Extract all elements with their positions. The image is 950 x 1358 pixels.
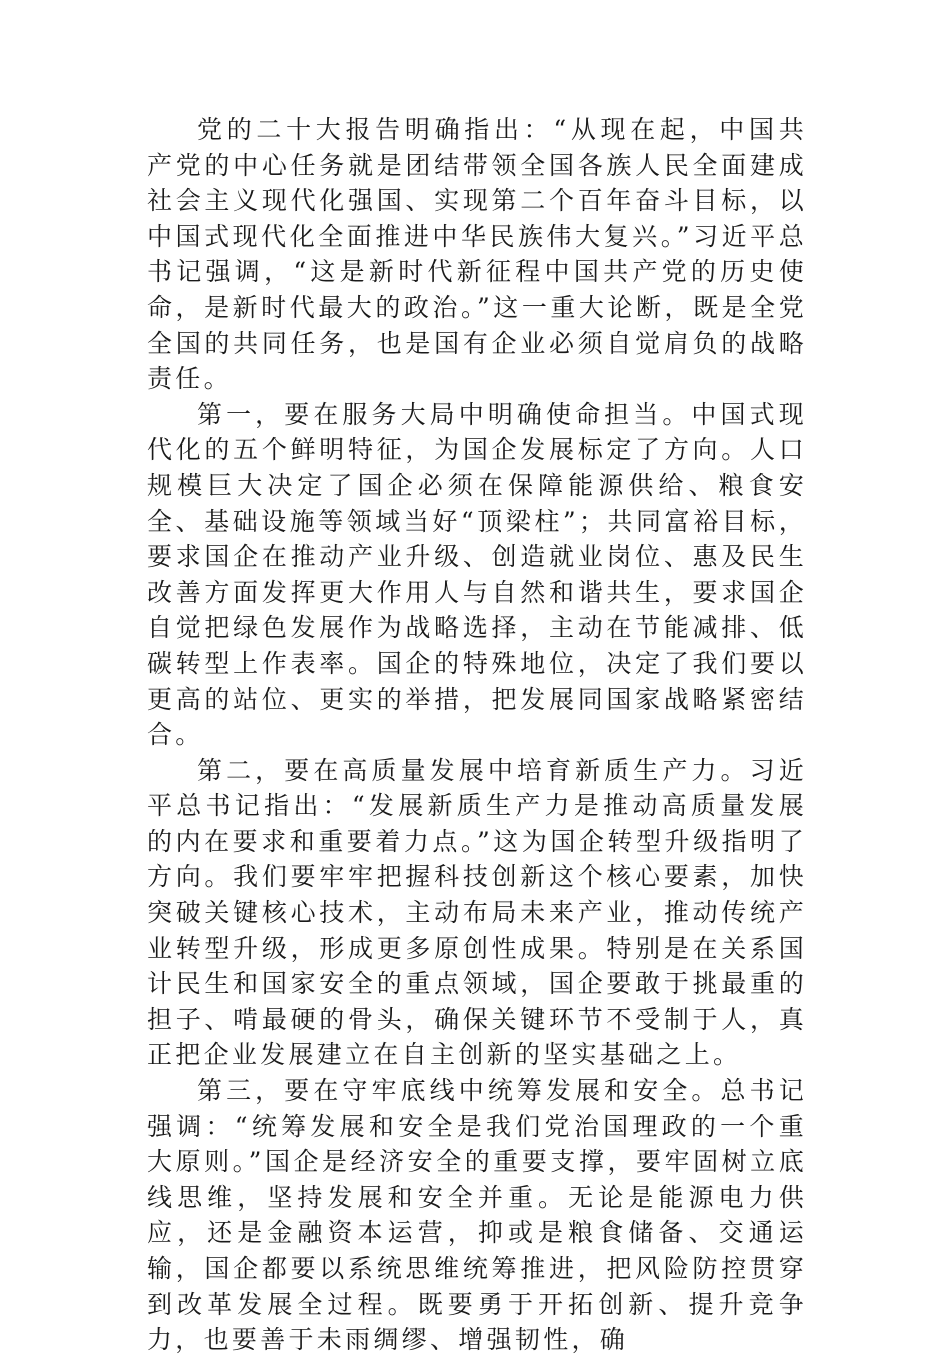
paragraph-intro: 党的二十大报告明确指出：“从现在起，中国共产党的中心任务就是团结带领全国各族人民全面建成社会主义现代化强国、实现第二个百年奋斗目标，以中国式现代化全面推进中华民族伟大复兴。”习近平总书记强调，“这是新时代新征程中国共产党的历史使命，是新时代最大的政治。”这一重大论断，既是全党全国的共同任务，也是国有企业必须自觉肩负的战略责任。 bbox=[147, 115, 807, 394]
paragraph-third-point: 第三，要在守牢底线中统筹发展和安全。总书记强调：“统筹发展和安全是我们党治国理政的一个重大原则。”国企是经济安全的重要支撑，要牢固树立底线思维，坚持发展和安全并重。无论是能源电力供应，还是金融资本运营，抑或是粮食储备、交通运输，国企都要以系统思维统筹推进，把风险防控贯穿到改革发展全过程。既要勇于开拓创新、提升竞争力，也要善于未雨绸缪、增强韧性，确 bbox=[147, 1076, 807, 1355]
paragraph-second-point: 第二，要在高质量发展中培育新质生产力。习近平总书记指出：“发展新质生产力是推动高质量发展的内在要求和重要着力点。”这为国企转型升级指明了方向。我们要牢牢把握科技创新这个核心要素，加快突破关键核心技术，主动布局未来产业，推动传统产业转型升级，形成更多原创性成果。特别是在关系国计民生和国家安全的重点领域，国企要敢于挑最重的担子、啃最硬的骨头，确保关键环节不受制于人，真正把企业发展建立在自主创新的坚实基础之上。 bbox=[147, 755, 807, 1070]
document-body bbox=[147, 112, 807, 1358]
paragraph-first-point: 第一，要在服务大局中明确使命担当。中国式现代化的五个鲜明特征，为国企发展标定了方向。人口规模巨大决定了国企必须在保障能源供给、粮食安全、基础设施等领域当好“顶梁柱”；共同富裕目标，要求国企在推动产业升级、创造就业岗位、惠及民生改善方面发挥更大作用人与自然和谐共生，要求国企自觉把绿色发展作为战略选择，主动在节能减排、低碳转型上作表率。国企的特殊地位，决定了我们要以更高的站位、更实的举措，把发展同国家战略紧密结合。 bbox=[147, 399, 807, 750]
